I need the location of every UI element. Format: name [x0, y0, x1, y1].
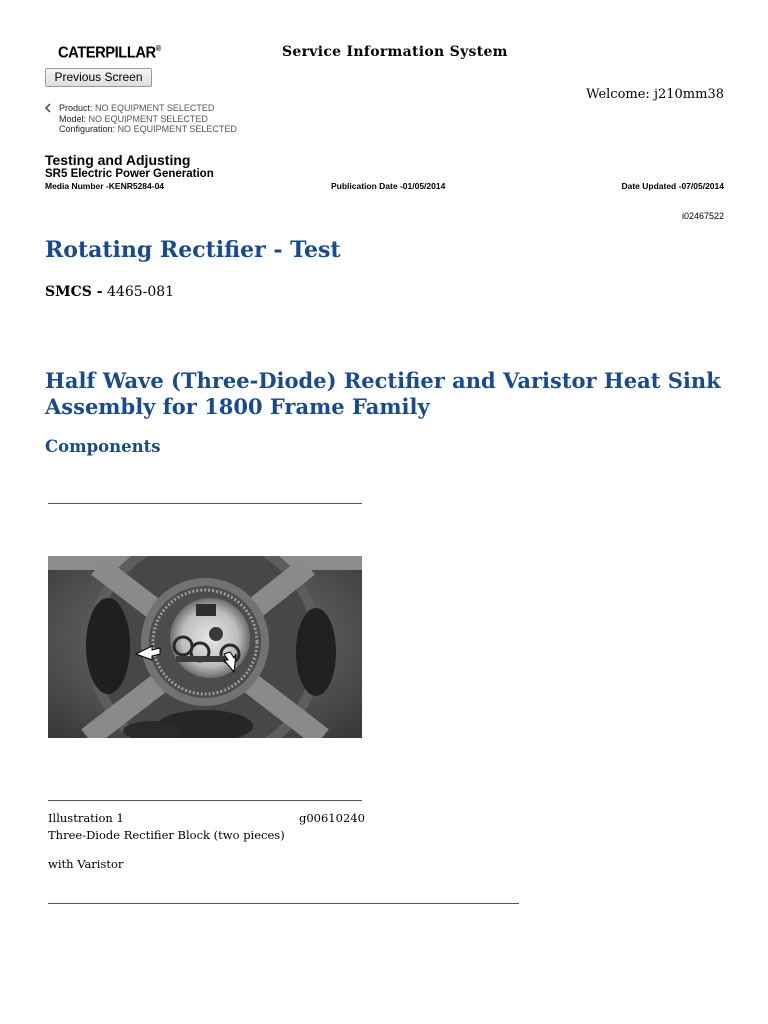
- date-updated: Date Updated -07/05/2014: [621, 181, 724, 191]
- media-number: Media Number -KENR5284-04: [45, 181, 165, 191]
- subsection-title: Components: [45, 437, 161, 456]
- equipment-product-row: [59, 103, 237, 114]
- illustration-id: g00610240: [299, 811, 365, 825]
- equipment-model-row: [59, 114, 237, 125]
- equipment-configuration-row: [59, 124, 237, 135]
- divider-illustration: [48, 800, 362, 801]
- rectifier-photo: [48, 556, 362, 738]
- publication-date: Publication Date -01/05/2014: [331, 181, 446, 191]
- product-label: Product:: [59, 103, 93, 113]
- document-type: Testing and Adjusting: [45, 152, 191, 168]
- configuration-value: NO EQUIPMENT SELECTED: [117, 124, 237, 134]
- illustration-label: Illustration 1: [48, 811, 124, 825]
- illustration-caption: Three-Diode Rectifier Block (two pieces): [48, 828, 285, 842]
- welcome-user: Welcome: j210mm38: [586, 87, 724, 102]
- caterpillar-logo: [58, 44, 161, 62]
- collapse-caret-icon[interactable]: [44, 103, 54, 113]
- previous-screen-button[interactable]: Previous Screen: [45, 68, 152, 87]
- divider-bottom: [48, 903, 519, 904]
- divider-top: [48, 503, 362, 504]
- section-title: Half Wave (Three-Diode) Rectifier and Varistor Heat Sink Assembly for 1800 Frame Family: [45, 368, 721, 419]
- logo-registered-mark: ®: [155, 44, 161, 53]
- logo-text: CATERPILLAR: [58, 44, 156, 62]
- system-title: Service Information System: [282, 44, 508, 60]
- smcs-value: 4465-081: [107, 284, 175, 300]
- model-label: Model:: [59, 113, 87, 124]
- product-value: NO EQUIPMENT SELECTED: [95, 103, 215, 113]
- smcs-label: SMCS -: [45, 284, 103, 300]
- illustration-caption-continued: with Varistor: [48, 857, 124, 871]
- configuration-label: Configuration:: [59, 124, 116, 134]
- document-id: i02467522: [681, 211, 724, 221]
- smcs-code: [45, 284, 174, 300]
- document-product: SR5 Electric Power Generation: [45, 168, 214, 180]
- model-value: NO EQUIPMENT SELECTED: [88, 113, 208, 124]
- equipment-info: [59, 103, 237, 135]
- page-title: Rotating Rectifier - Test: [45, 237, 341, 263]
